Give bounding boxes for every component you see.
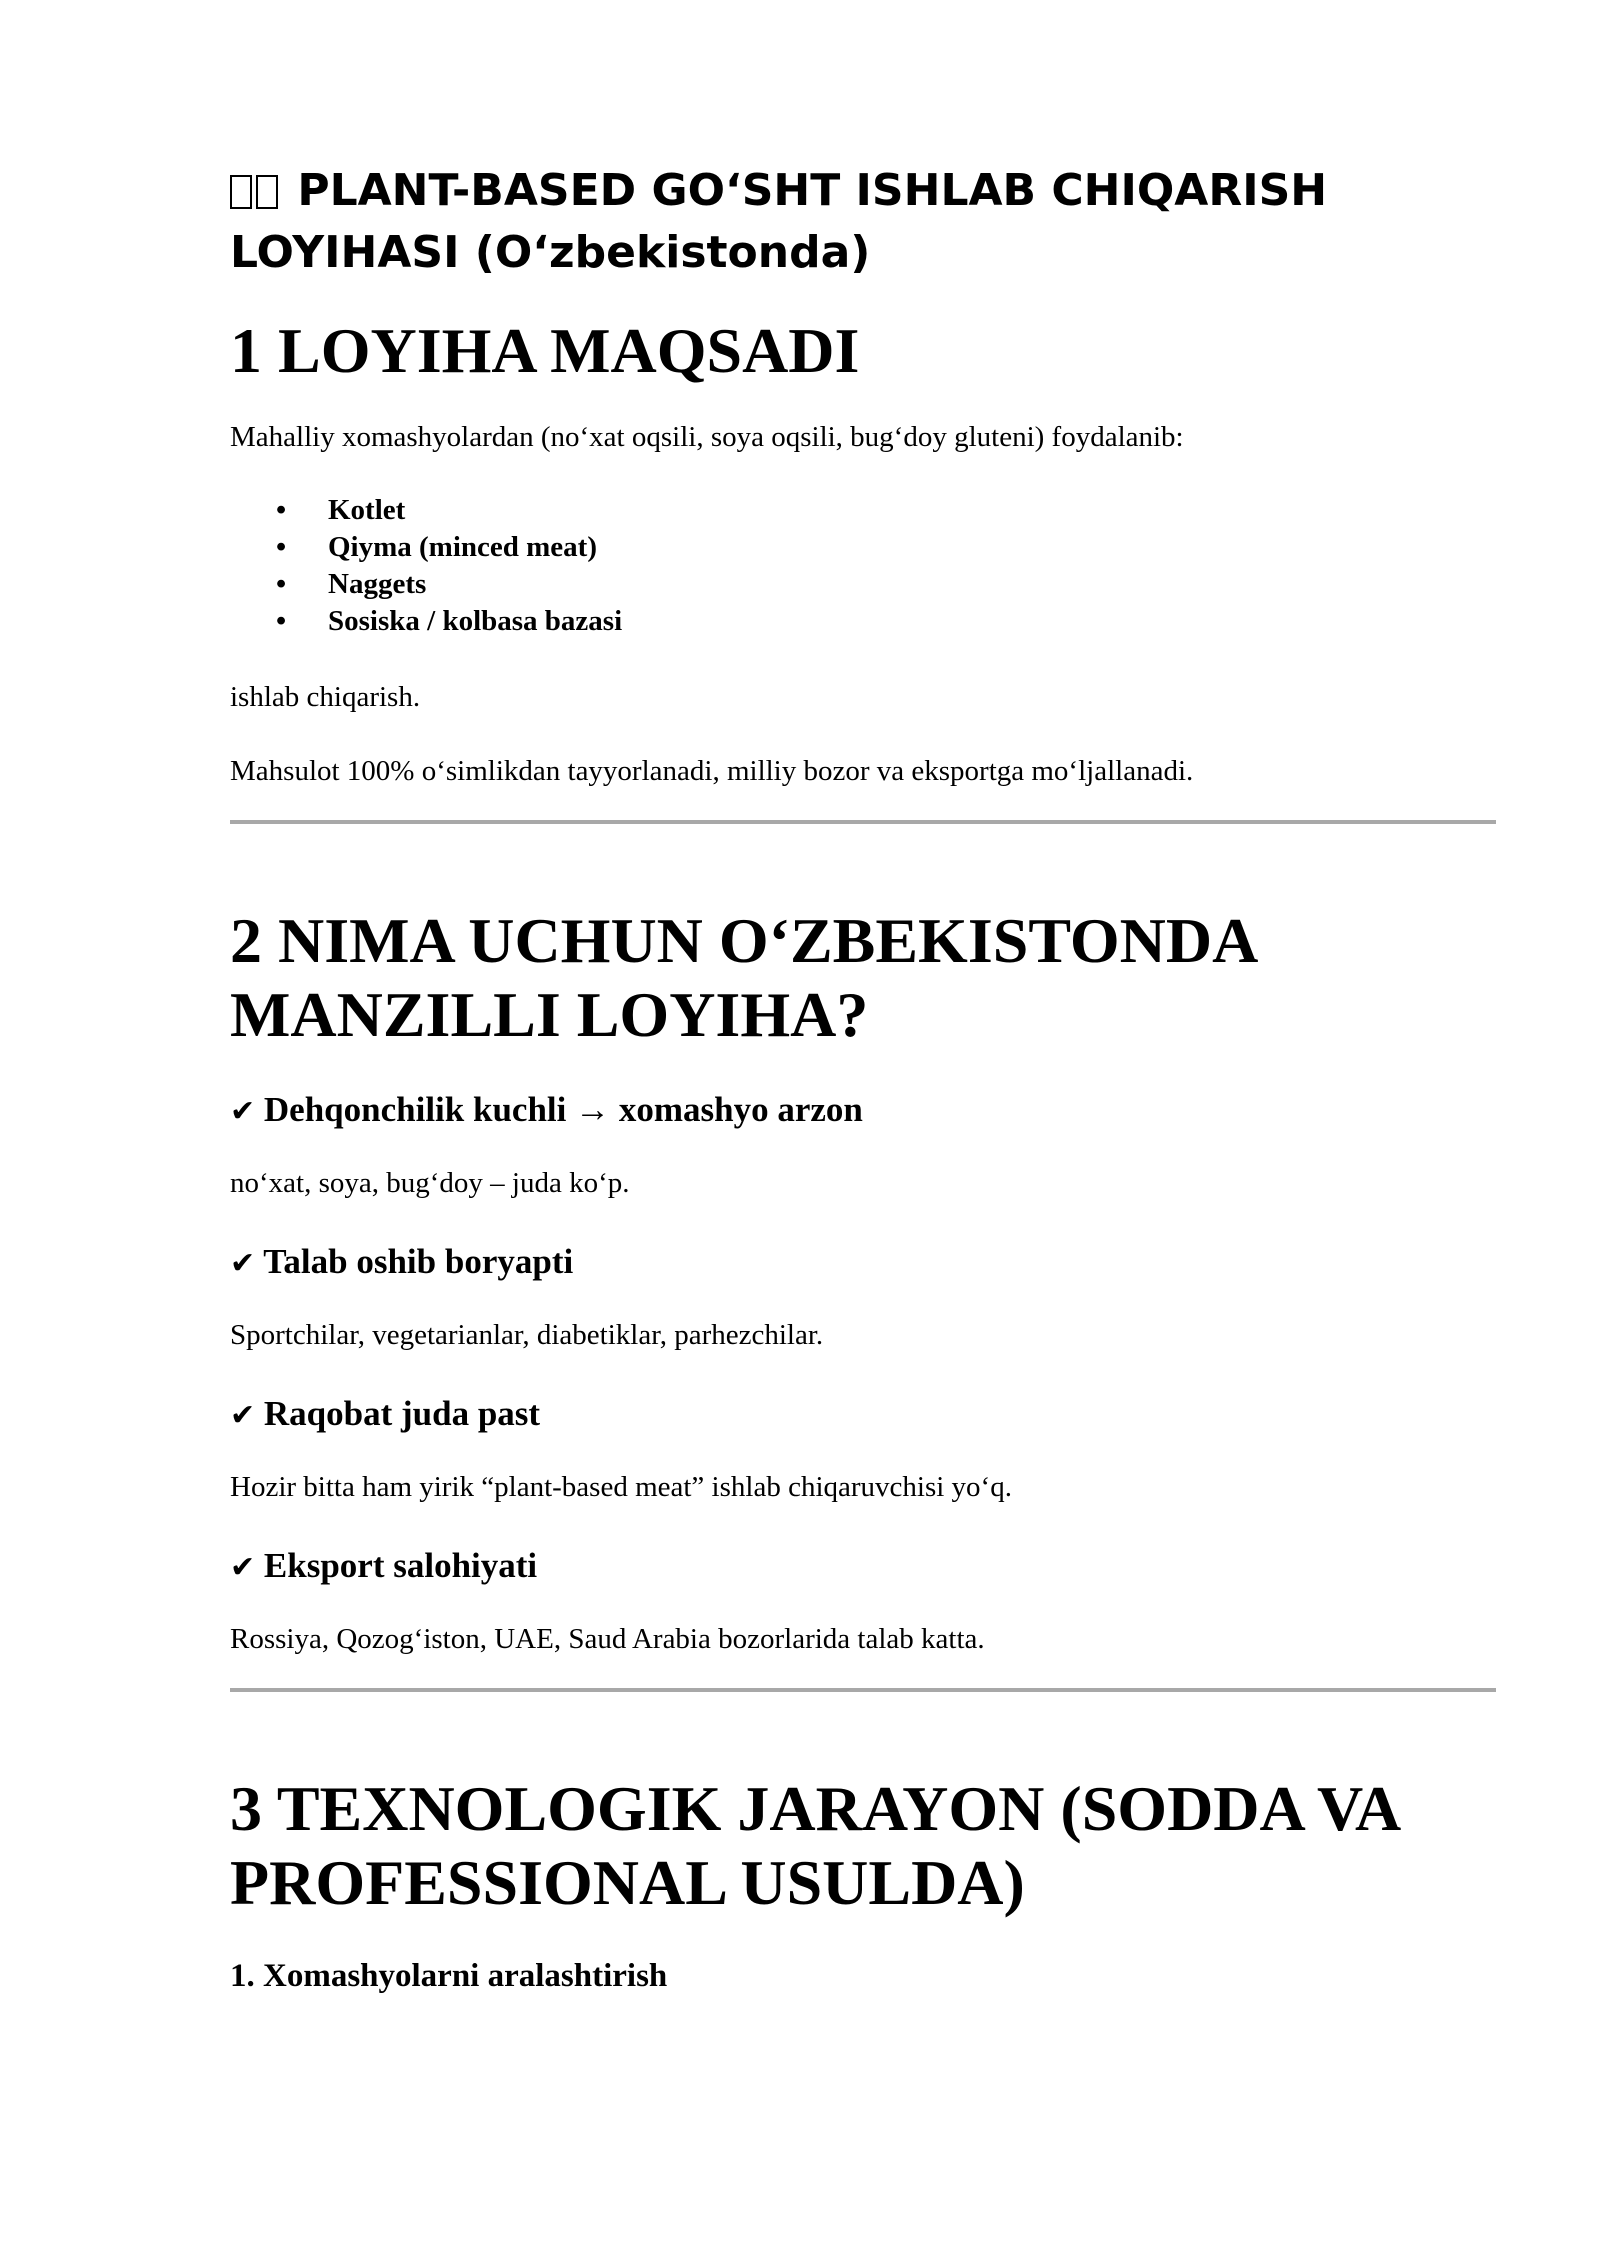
bullet-icon: • <box>276 568 287 600</box>
check-icon: ✔ <box>230 1398 256 1433</box>
check-icon: ✔ <box>230 1246 256 1281</box>
missing-glyph-icon <box>256 175 278 209</box>
check-icon: ✔ <box>230 1094 256 1129</box>
section-1-after-list: ishlab chiqarish. <box>230 681 421 713</box>
reason-heading: ✔ Dehqonchilik kuchli → xomashyo arzon <box>230 1090 863 1129</box>
reason-text: Sportchilar, vegetarianlar, diabetiklar, parhezchilar. <box>230 1319 824 1351</box>
section-divider <box>230 820 1496 824</box>
section-2-heading: 2 NIMA UCHUN O‘ZBEKISTONDA MANZILLI LOYIHA? <box>230 905 1255 1050</box>
list-item: • Kotlet <box>328 492 1496 529</box>
list-item: • Sosiska / kolbasa bazasi <box>328 603 1496 640</box>
reason-text: Rossiya, Qozog‘iston, UAE, Saud Arabia bozorlarida talab katta. <box>230 1623 985 1655</box>
step-heading: 1. Xomashyolarni aralashtirish <box>230 1958 668 1994</box>
section-1-heading: 1 LOYIHA MAQSADI <box>230 315 860 386</box>
document-title: PLANT-BASED GO‘SHT ISHLAB CHIQARISH LOYIHASI (O‘zbekistonda) <box>230 165 1328 278</box>
reason-text: no‘xat, soya, bug‘doy – juda ko‘p. <box>230 1167 630 1199</box>
bullet-icon: • <box>276 531 287 563</box>
reason-heading: ✔ Eksport salohiyati <box>230 1546 538 1585</box>
check-icon: ✔ <box>230 1550 256 1585</box>
product-list <box>230 492 1496 640</box>
reason-text: Hozir bitta ham yirik “plant-based meat” ishlab chiqaruvchisi yo‘q. <box>230 1471 1012 1503</box>
document-page <box>230 160 1496 1996</box>
bullet-icon: • <box>276 494 287 526</box>
section-3-heading: 3 TEXNOLOGIK JARAYON (SODDA VA PROFESSIONAL USULDA) <box>230 1773 1398 1918</box>
document-title-block <box>230 160 1496 284</box>
list-item: • Qiyma (minced meat) <box>328 529 1496 566</box>
section-divider <box>230 1688 1496 1692</box>
reason-heading: ✔ Raqobat juda past <box>230 1394 541 1433</box>
list-item: • Naggets <box>328 566 1496 603</box>
section-1-intro: Mahalliy xomashyolardan (no‘xat oqsili, soya oqsili, bug‘doy gluteni) foydalanib: <box>230 421 1184 453</box>
reason-heading: ✔ Talab oshib boryapti <box>230 1242 574 1281</box>
missing-glyph-icon <box>230 175 252 209</box>
section-1-note: Mahsulot 100% o‘simlikdan tayyorlanadi, milliy bozor va eksportga mo‘ljallanadi. <box>230 755 1194 787</box>
bullet-icon: • <box>276 605 287 637</box>
